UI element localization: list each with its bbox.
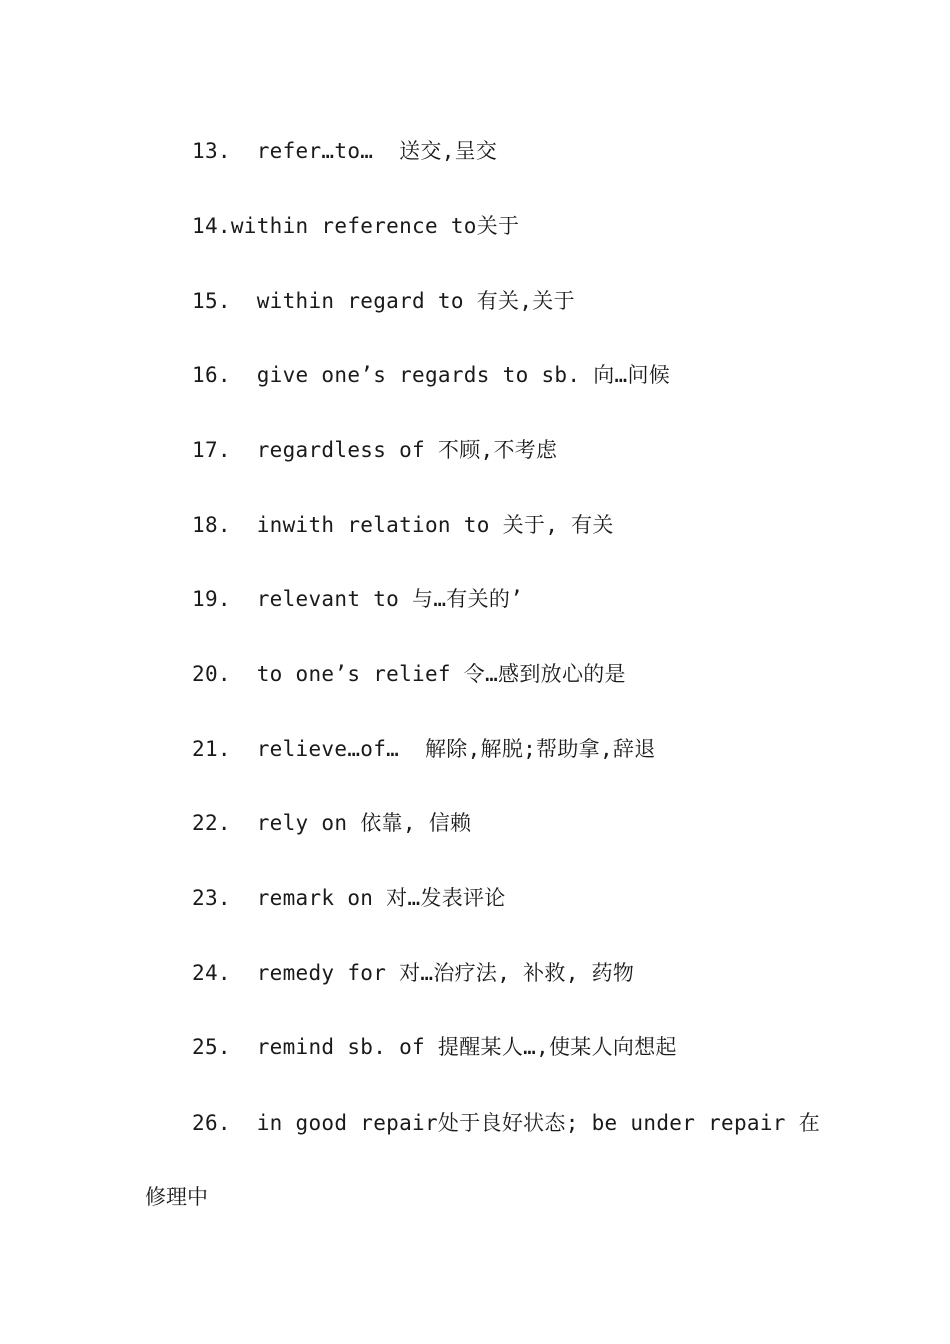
phrase-entry-24: 24. remedy for 对…治疗法, 补救, 药物 — [192, 961, 635, 985]
phrase-entry-18: 18. inwith relation to 关于, 有关 — [192, 513, 614, 537]
phrase-entry-26-continuation: 修理中 — [145, 1185, 208, 1209]
phrase-entry-22: 22. rely on 依靠, 信赖 — [192, 811, 472, 835]
phrase-entry-19: 19. relevant to 与…有关的’ — [192, 587, 524, 611]
phrase-entry-20: 20. to one’s relief 令…感到放心的是 — [192, 662, 626, 686]
phrase-entry-15: 15. within regard to 有关,关于 — [192, 289, 575, 313]
phrase-entry-17: 17. regardless of 不顾,不考虑 — [192, 438, 558, 462]
phrase-entry-14: 14.within reference to关于 — [192, 214, 520, 238]
phrase-entry-23: 23. remark on 对…发表评论 — [192, 886, 506, 910]
phrase-entry-16: 16. give one’s regards to sb. 向…问候 — [192, 363, 671, 387]
phrase-entry-25: 25. remind sb. of 提醒某人…,使某人向想起 — [192, 1035, 677, 1059]
phrase-entry-21: 21. relieve…of… 解除,解脱;帮助拿,辞退 — [192, 737, 656, 761]
phrase-entry-26: 26. in good repair处于良好状态; be under repair 在 — [192, 1111, 820, 1135]
phrase-entry-13: 13. refer…to… 送交,呈交 — [192, 139, 498, 163]
